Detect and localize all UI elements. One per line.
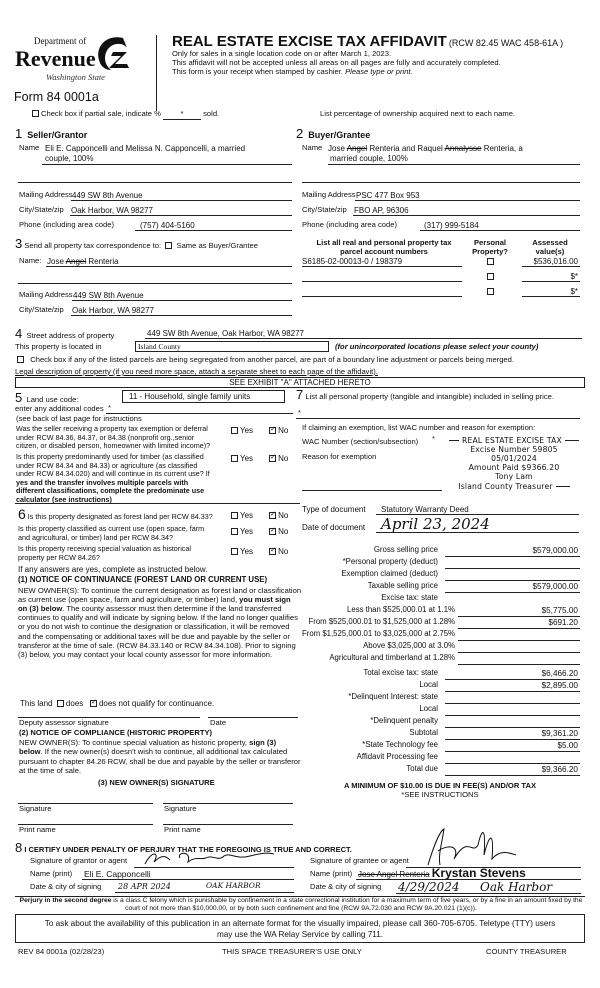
grantee-signature[interactable] bbox=[420, 825, 520, 870]
label: City/State/zip bbox=[19, 305, 64, 314]
logo-text: Department of bbox=[34, 36, 87, 46]
yes-no-group bbox=[231, 527, 288, 536]
personal-property-checkbox[interactable] bbox=[487, 258, 494, 265]
label: Name bbox=[19, 143, 40, 152]
yes-label: Yes bbox=[240, 527, 254, 536]
underline bbox=[420, 230, 580, 231]
tax-row-label: Subtotal bbox=[409, 728, 438, 737]
underline bbox=[302, 266, 462, 267]
tax-row-value[interactable]: $5.00 bbox=[557, 741, 578, 750]
grantor-print-name[interactable]: Eli E. Capponcelli bbox=[84, 869, 151, 879]
street-label: 4 Street address of property bbox=[15, 326, 115, 341]
grantee-signing-city[interactable]: Oak Harbor bbox=[480, 880, 553, 894]
label: enter any additional codes bbox=[15, 404, 104, 413]
tax-row-label: Excise tax: state bbox=[381, 593, 438, 602]
if-any-note: If any answers are yes, complete as instructed below. bbox=[18, 565, 208, 574]
label: WAC Number (section/subsection) bbox=[302, 437, 419, 446]
underline bbox=[522, 296, 580, 297]
yes-checkbox[interactable] bbox=[231, 548, 238, 555]
underline bbox=[328, 164, 580, 165]
partial-percent-field[interactable]: * bbox=[163, 110, 201, 120]
label: Date & city of signing bbox=[310, 882, 382, 891]
underline bbox=[302, 281, 462, 282]
underline bbox=[302, 182, 580, 183]
underline bbox=[458, 652, 580, 653]
grantor-signing-city[interactable]: OAK HARBOR bbox=[206, 881, 261, 890]
subtitle: This form is your receipt when stamped by cashier. Please type or print. bbox=[172, 67, 413, 76]
label: Date bbox=[210, 718, 227, 727]
grantee-print-name[interactable]: Jose Angel Renteria Krystan Stevens bbox=[358, 866, 526, 880]
underline bbox=[42, 164, 292, 165]
land-use-label: 5 Land use code: bbox=[15, 390, 79, 405]
tax-row-label: Agricultural and timberland at 1.28% bbox=[329, 653, 455, 662]
seller-mailing-address[interactable]: 449 SW 8th Avenue bbox=[72, 191, 143, 200]
question-text: Is this property receiving special valuation as historical bbox=[18, 544, 191, 553]
underline bbox=[18, 283, 292, 284]
no-label: No bbox=[278, 527, 289, 536]
no-checkbox[interactable] bbox=[269, 512, 276, 519]
notice-continuance-title: (1) NOTICE OF CONTINUANCE (FOREST LAND OR CURRENT USE) bbox=[18, 575, 268, 584]
underline bbox=[71, 200, 292, 201]
subtitle: Only for sales in a single location code on or after March 1, 2023. bbox=[172, 49, 392, 58]
alternate-format-notice: To ask about the availability of this publication in an alternate format for the visually impaired, please call 360-705-6705. Teletype (TTY) users may use the WA Relay Service by calling 711. bbox=[15, 914, 585, 943]
document-type-field[interactable]: Statutory Warranty Deed bbox=[381, 505, 469, 514]
county-select[interactable]: Island County bbox=[135, 341, 329, 352]
ownership-note: List percentage of ownership acquired next to each name. bbox=[320, 109, 516, 118]
underline bbox=[458, 628, 580, 629]
section-number: 6 bbox=[18, 506, 26, 522]
label: Name (print) bbox=[30, 869, 73, 878]
question-text: under RCW 84.34.020) and will continue in its current use? If bbox=[16, 469, 210, 478]
label: Signature bbox=[164, 804, 197, 813]
yes-no-group bbox=[231, 454, 288, 463]
label: Signature of grantor or agent bbox=[30, 856, 128, 865]
underline bbox=[71, 315, 292, 316]
notice-compliance-title: (2) NOTICE OF COMPLIANCE (HISTORIC PROPERTY) bbox=[19, 728, 213, 737]
correspondence-mailing-address[interactable]: 449 SW 8th Avenue bbox=[73, 291, 144, 300]
stamp-line: Tony Lam bbox=[495, 472, 533, 482]
perjury-notice: Perjury in the second degree is a class C felony which is punishable by confinement in a state correctional institution for a maximum term of five years, or by a fine in an amount fixed by the court of not more than $10,000.00, or by both such confinement and fine (RCW 9A.72.030 and RCW 9A.20.021 (1)(c)). bbox=[19, 897, 583, 913]
does-qualify-checkbox[interactable] bbox=[57, 700, 64, 707]
underline bbox=[445, 691, 580, 692]
buyer-name-field[interactable]: Jose Angel Renteria and Raquel Annalysse Renteria, a bbox=[328, 144, 523, 153]
question-text: and agricultural, or timber) land per RCW 84.34? bbox=[18, 533, 174, 542]
continuance-row: This land does ✓ does not qualify for continuance. bbox=[20, 699, 214, 708]
label: Date & city of signing bbox=[30, 882, 102, 891]
question-text: under RCW 84.34 and 84.33) or agriculture (as classified bbox=[16, 460, 198, 470]
tax-row-value[interactable]: $579,000.00 bbox=[532, 582, 578, 591]
underline bbox=[376, 532, 579, 533]
tax-row-label: Affidavit Processing fee bbox=[356, 752, 438, 761]
underline bbox=[70, 215, 292, 216]
underline bbox=[522, 266, 580, 267]
parcel-header: List all real and personal property tax parcel account numbers bbox=[316, 238, 452, 257]
tax-row-label: *Delinquent penalty bbox=[370, 716, 438, 725]
see-back-note: (see back of last page for instructions bbox=[16, 414, 142, 423]
no-label: No bbox=[278, 511, 289, 520]
personal-property-checkbox[interactable] bbox=[487, 288, 494, 295]
stamp-line: 05/01/2024 bbox=[491, 454, 537, 464]
tax-row-label: From $1,525,000.01 to $3,025,000 at 2.75% bbox=[301, 629, 455, 638]
question-text: Is this property classified as current use (open space, farm bbox=[18, 524, 205, 533]
treasurer-space-label: THIS SPACE TREASURER'S USE ONLY bbox=[222, 947, 362, 956]
seller-city-state-zip[interactable]: Oak Harbor, WA 98277 bbox=[71, 206, 153, 215]
yes-checkbox[interactable] bbox=[231, 528, 238, 535]
underline bbox=[445, 775, 580, 776]
seller-name-field[interactable]: Eli E. Capponcelli and Melissa N. Capponcelli, a married bbox=[45, 144, 246, 153]
document-date-field[interactable]: April 23, 2024 bbox=[381, 515, 490, 533]
stamp-text: REAL ESTATE EXCISE TAX bbox=[462, 436, 562, 445]
underline bbox=[135, 230, 292, 231]
underline bbox=[355, 200, 580, 201]
wac-number-field[interactable]: * bbox=[432, 434, 435, 443]
notice-compliance-text: NEW OWNER(S): To continue special valuation as historic property, sign (3) below. If the new owner(s) doesn't wish to continue, all additional tax calculated pursuant to chapter 84.26 RCW, shall be due and payable by the seller or transferor at the time of sale. bbox=[19, 738, 301, 775]
tax-row-value[interactable]: $9,366.20 bbox=[541, 765, 578, 774]
tax-row-label: Total due bbox=[406, 764, 438, 773]
question-text-bold: different classifications, complete the predominate use bbox=[16, 486, 205, 495]
label: Mailing Address bbox=[19, 290, 73, 299]
assessed-value-field[interactable]: $* bbox=[570, 287, 578, 296]
question-text: Was the seller receiving a property tax exemption or deferral bbox=[16, 424, 208, 433]
question-text: property per RCW 84.26? bbox=[18, 553, 100, 562]
no-label: No bbox=[278, 454, 289, 463]
land-use-code-select[interactable]: 11 - Household, single family units bbox=[122, 390, 285, 403]
stamp-rule bbox=[565, 440, 579, 441]
tax-row-value[interactable]: $2,895.00 bbox=[541, 681, 578, 690]
buyer-city-state-zip[interactable]: FBO AP, 96306 bbox=[354, 206, 409, 215]
see-instructions-note: *SEE INSTRUCTIONS bbox=[401, 790, 479, 799]
personal-property-checkbox[interactable] bbox=[487, 273, 494, 280]
underline bbox=[445, 556, 580, 557]
underline bbox=[145, 338, 582, 339]
yes-no-group bbox=[231, 511, 288, 520]
tax-row-label: Gross selling price bbox=[373, 545, 438, 554]
segregate-row: Check box if any of the listed parcels are being segregated from another parcel, are part of a boundary line adjustment or parcels being merged. bbox=[17, 356, 514, 365]
segregate-checkbox[interactable] bbox=[17, 356, 24, 363]
yes-label: Yes bbox=[240, 511, 254, 520]
underline bbox=[445, 751, 580, 752]
tax-row-label: Exemption claimed (deduct) bbox=[341, 569, 438, 578]
county-note: (for unincorporated locations please select your county) bbox=[335, 342, 539, 351]
stamp-text: Island County Treasurer bbox=[458, 481, 553, 491]
label: Reason for exemption bbox=[302, 452, 377, 461]
seller-name-field-2[interactable]: couple, 100% bbox=[45, 154, 94, 163]
tax-row-label: *Personal property (deduct) bbox=[342, 557, 438, 566]
underline bbox=[445, 715, 580, 716]
header-divider bbox=[156, 35, 157, 111]
underline bbox=[296, 418, 580, 419]
underline bbox=[302, 490, 442, 491]
label: Print name bbox=[164, 825, 201, 834]
stamp-line: Excise Number 59805 bbox=[470, 445, 558, 455]
underline bbox=[82, 879, 294, 880]
correspondence-name[interactable]: Jose Angel Renteria bbox=[47, 257, 119, 266]
underline bbox=[458, 616, 580, 617]
underline bbox=[445, 679, 580, 680]
question-text: Is this property designated as forest land per RCW 84.33? bbox=[27, 512, 213, 521]
yes-label: Yes bbox=[240, 547, 254, 556]
legal-description-label: Legal description of property (if you need more space, attach a separate sheet to each page of the affidavit). bbox=[15, 367, 378, 376]
label: Phone (including area code) bbox=[19, 220, 114, 229]
underline bbox=[115, 892, 294, 893]
seller-heading: 1 Seller/Grantor bbox=[15, 126, 88, 141]
parcel-number-field[interactable]: S6185-02-00013-0 / 198379 bbox=[302, 257, 403, 266]
logo-text: Revenue bbox=[15, 46, 96, 71]
logo-text: Washington State bbox=[46, 72, 105, 82]
yes-label: Yes bbox=[240, 454, 254, 463]
certify-statement: 8 I CERTIFY UNDER PENALTY OF PERJURY THAT THE FOREGOING IS TRUE AND CORRECT. bbox=[15, 840, 352, 855]
label: Deputy assessor signature bbox=[19, 718, 109, 727]
underline bbox=[46, 266, 292, 267]
personal-property-field[interactable]: * bbox=[298, 408, 301, 417]
no-checkbox[interactable] bbox=[269, 548, 276, 555]
label: Name bbox=[302, 143, 323, 152]
label: If claiming an exemption, list WAC number and reason for exemption: bbox=[302, 423, 536, 432]
yes-checkbox[interactable] bbox=[231, 427, 238, 434]
notice-continuance-text: NEW OWNER(S): To continue the current designation as forest land or classification as current use (open space, farm and agriculture, or timber) land, you must sign on (3) below. The county assessor must then determine if the land transferred continues to qualify and will indicate by signing below. If the land no longer qualifies or you do not wish to continue the designation or classification, it will be removed and the compensating or additional taxes will be due and payable by the seller or transferor at the time of sale. (RCW 84.33.140 or RCW 84.34.108). Prior to signing (3) below, you may contact your local county assessor for more information. bbox=[18, 586, 302, 659]
partial-sale-row: Check box if partial sale, indicate % * sold. bbox=[32, 110, 219, 120]
property-street-address[interactable]: 449 SW 8th Avenue, Oak Harbor, WA 98277 bbox=[147, 329, 304, 338]
question-text: citizen, or disabled person, homeowner with limited income)? bbox=[16, 441, 211, 450]
no-checkbox[interactable] bbox=[269, 455, 276, 462]
correspondence-city-state-zip[interactable]: Oak Harbor, WA 98277 bbox=[72, 306, 154, 315]
underline bbox=[522, 281, 580, 282]
tax-row-label: Less than $525,000.01 at 1.1% bbox=[347, 605, 455, 614]
assessed-value-header: Assessed value(s) bbox=[532, 238, 568, 257]
grantee-signing-date[interactable]: 4/29/2024 bbox=[398, 880, 460, 894]
label: City/State/zip bbox=[19, 205, 64, 214]
underline bbox=[445, 739, 580, 740]
partial-sale-checkbox[interactable] bbox=[32, 110, 39, 117]
seller-phone[interactable]: (757) 404-5160 bbox=[140, 221, 195, 230]
underline bbox=[134, 867, 294, 868]
underline bbox=[445, 727, 580, 728]
personal-property-header: Personal Property? bbox=[472, 238, 508, 257]
tax-row-value[interactable]: $691.20 bbox=[548, 618, 578, 627]
grantor-signature[interactable] bbox=[140, 848, 280, 868]
buyer-mailing-address[interactable]: PSC 477 Box 953 bbox=[356, 191, 420, 200]
same-as-buyer-checkbox[interactable] bbox=[165, 242, 172, 249]
correspondence-heading: 3 Send all property tax correspondence to: Same as Buyer/Grantee bbox=[15, 236, 258, 251]
minimum-due-note: A MINIMUM OF $10.00 IS DUE IN FEE(S) AND/OR TAX bbox=[343, 781, 537, 790]
buyer-heading: 2 Buyer/Grantee bbox=[296, 126, 371, 141]
tax-row-value[interactable]: $579,000.00 bbox=[532, 546, 578, 555]
form-title: REAL ESTATE EXCISE TAX AFFIDAVIT (RCW 82.45 WAC 458-61A ) bbox=[172, 33, 564, 50]
underline bbox=[445, 580, 580, 581]
yes-checkbox[interactable] bbox=[231, 455, 238, 462]
stamp-rule bbox=[556, 486, 570, 487]
yes-label: Yes bbox=[240, 426, 254, 435]
revision-label: REV 84 0001a (02/28/23) bbox=[18, 947, 105, 956]
no-label: No bbox=[278, 547, 289, 556]
tax-row-label: From $525,000.01 to $1,525,000 at 1.28% bbox=[308, 617, 455, 626]
new-owner-signature-title: (3) NEW OWNER(S) SIGNATURE bbox=[98, 778, 215, 787]
label: Mailing Address bbox=[302, 190, 356, 199]
label: Print name bbox=[19, 825, 56, 834]
question-text: under RCW 84.36, 84.37, or 84.38 (nonprofit org.,senior bbox=[16, 432, 195, 442]
label: Date of document bbox=[302, 523, 366, 532]
label: Mailing Address bbox=[19, 190, 73, 199]
label: Signature of grantee or agent bbox=[310, 856, 409, 865]
tax-row-label: Total excise tax: state bbox=[363, 668, 438, 677]
question-text-bold: yes and the transfer involves multiple parcels with bbox=[16, 477, 189, 487]
label: Name (print) bbox=[310, 869, 353, 878]
form-number: Form 84 0001a bbox=[14, 90, 99, 104]
tax-row-label: Local bbox=[419, 704, 438, 713]
tax-row-label: *State Technology fee bbox=[362, 740, 438, 749]
underline bbox=[445, 568, 580, 569]
tax-row-label: Local bbox=[419, 680, 438, 689]
dor-swoosh-icon bbox=[93, 34, 131, 72]
question-text: Is this property predominantly used for timber (as classified bbox=[16, 452, 204, 461]
tax-row-value[interactable]: $5,775.00 bbox=[541, 606, 578, 615]
label: City/State/zip bbox=[302, 205, 347, 214]
label: This property is located in bbox=[15, 342, 102, 351]
divider bbox=[15, 503, 300, 504]
personal-property-label: 7 List all personal property (tangible and intangible) included in selling price. bbox=[296, 387, 554, 402]
label: Signature bbox=[19, 804, 52, 813]
tax-row-value[interactable]: $9,361.20 bbox=[541, 729, 578, 738]
underline bbox=[458, 640, 580, 641]
subtitle: This affidavit will not be accepted unless all areas on all pages are fully and accurately completed. bbox=[172, 58, 501, 67]
tax-row-label: Above $3,025,000 at 3.0% bbox=[363, 641, 455, 650]
tax-row-value[interactable]: $6,466.20 bbox=[541, 669, 578, 678]
buyer-name-field-2[interactable]: married couple, 100% bbox=[330, 154, 408, 163]
buyer-phone[interactable]: (317) 999-5184 bbox=[424, 221, 479, 230]
tax-row-label: *Delinquent Interest: state bbox=[348, 692, 438, 701]
grantor-signing-date[interactable]: 28 APR 2024 bbox=[118, 882, 171, 891]
yes-checkbox[interactable] bbox=[231, 512, 238, 519]
assessed-value-field[interactable]: $536,016.00 bbox=[533, 257, 578, 266]
legal-description-field[interactable]: SEE EXHIBIT "A" ATTACHED HERETO bbox=[15, 377, 585, 388]
underline bbox=[353, 215, 580, 216]
label: Name: bbox=[19, 256, 42, 265]
yes-no-group bbox=[231, 426, 288, 435]
underline bbox=[302, 296, 462, 297]
underline bbox=[445, 703, 580, 704]
stamp-line bbox=[440, 436, 588, 445]
forest-land-question bbox=[18, 507, 213, 521]
stamp-rule bbox=[449, 440, 459, 441]
underline bbox=[72, 300, 292, 301]
does-not-qualify-checkbox[interactable] bbox=[90, 700, 97, 707]
no-checkbox[interactable] bbox=[269, 427, 276, 434]
additional-codes-field[interactable]: * bbox=[108, 403, 111, 412]
underline bbox=[445, 763, 580, 764]
treasurer-stamp bbox=[440, 436, 588, 491]
tax-row-label: Taxable selling price bbox=[367, 581, 438, 590]
stamp-line: Amount Paid $9366.20 bbox=[468, 463, 560, 473]
yes-no-group bbox=[231, 547, 288, 556]
underline bbox=[18, 182, 292, 183]
no-checkbox[interactable] bbox=[269, 528, 276, 535]
underline bbox=[396, 893, 581, 894]
county-treasurer-label: COUNTY TREASURER bbox=[486, 947, 567, 956]
underline bbox=[458, 664, 580, 665]
no-label: No bbox=[278, 426, 289, 435]
label: Type of document bbox=[302, 505, 366, 514]
question-text-bold: calculator (see instructions) bbox=[16, 494, 112, 504]
underline bbox=[445, 592, 580, 593]
label: Phone (including area code) bbox=[302, 220, 397, 229]
assessed-value-field[interactable]: $* bbox=[570, 272, 578, 281]
stamp-line bbox=[440, 482, 588, 491]
